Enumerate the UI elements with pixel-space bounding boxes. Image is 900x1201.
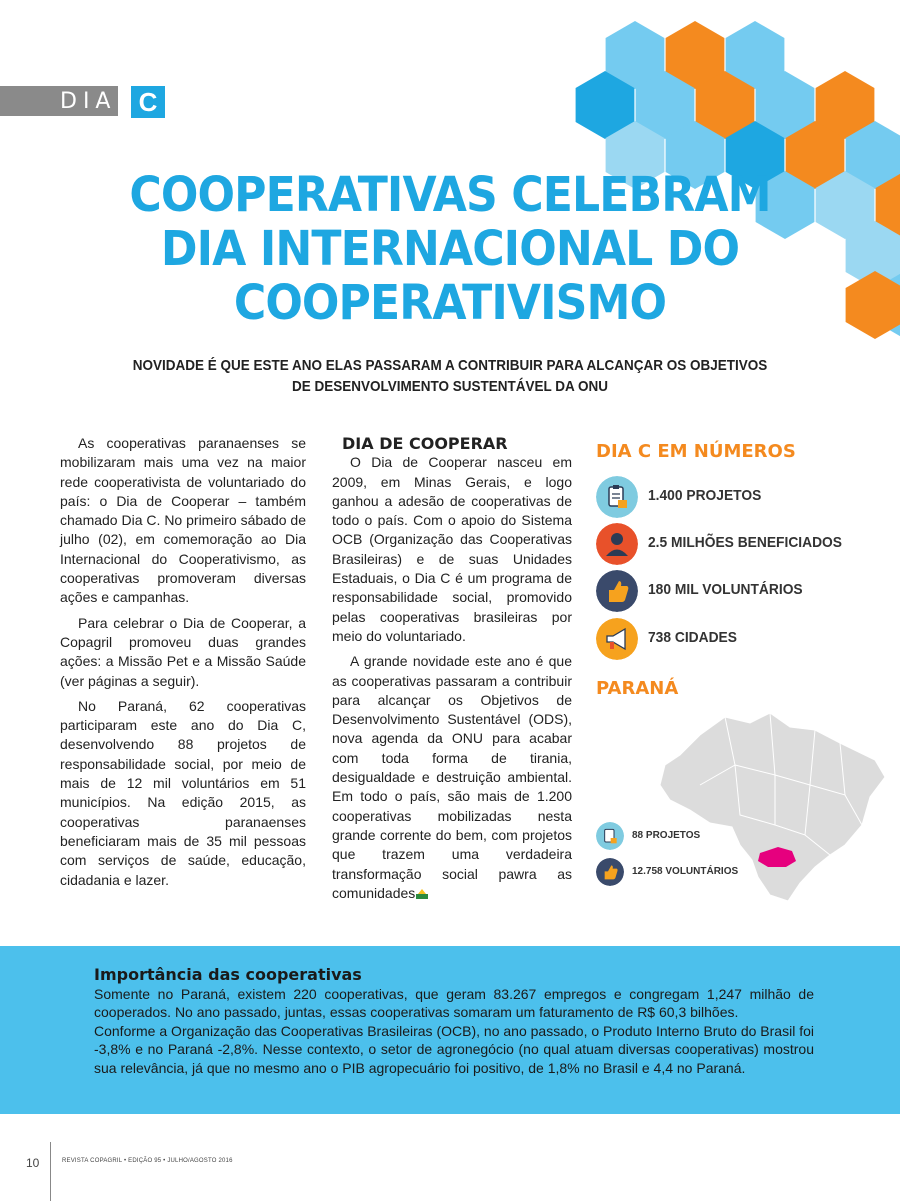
stat-projects [596, 476, 896, 520]
article-column-2 [332, 434, 572, 909]
info-box-content [94, 966, 814, 1078]
hexagon-shape [846, 271, 900, 339]
person-icon [596, 523, 638, 565]
page-number: 10 [26, 1156, 40, 1170]
paragraph: O Dia de Cooperar nasceu em 2009, em Minas Gerais, e logo ganhou a adesão de cooperativas de todo o país. Com o apoio do Sistema OCB (Organização das Cooperativas Brasileiras) e de suas Unidades Estaduais, o Dia C é um programa de responsabilidade social, promovido pelas cooperativas brasileiras por meio do voluntariado. [332, 454, 572, 644]
thumbs-up-icon [596, 570, 638, 612]
info-box-heading: Importância das cooperativas [94, 965, 362, 984]
subtitle-line-2: DE DESENVOLVIMENTO SUSTENTÁVEL DA ONU [291, 378, 609, 395]
parana-volunteers [596, 858, 756, 888]
stat-cities [596, 618, 896, 662]
stat-label: 1.400 PROJETOS [648, 487, 762, 504]
paragraph: Para celebrar o Dia de Cooperar, a Copagril promoveu duas grandes ações: a Missão Pet e a Missão Saúde (ver páginas a seguir). [60, 614, 306, 689]
paragraph [332, 652, 572, 903]
stat-label: 738 CIDADES [648, 629, 737, 646]
stat-label: 180 MIL VOLUNTÁRIOS [648, 581, 803, 598]
subtitle-line-1: NOVIDADE É QUE ESTE ANO ELAS PASSARAM A CONTRIBUIR PARA ALCANÇAR OS OBJETIVOS [132, 357, 768, 374]
numbers-title: DIA C EM NÚMEROS [596, 441, 796, 462]
section-badge: C [131, 86, 165, 118]
parana-projects [596, 822, 756, 852]
headline-line-1: COOPERATIVAS CELEBRAM [129, 167, 771, 223]
paragraph: Conforme a Organização das Cooperativas Brasileiras (OCB), no ano passado, o Produto Interno Bruto do Brasil foi -3,8% e no Paraná -2,8%. Nesse contexto, o setor de agronegócio (no qual atuam diversas cooperativas) mostrou sua relevância, já que no mesmo ano o PIB agropecuário foi positivo, de 1,8% no Brasil e 4,4 no Paraná. [94, 1022, 814, 1076]
end-mark-icon [416, 889, 428, 899]
clipboard-icon [596, 476, 638, 518]
megaphone-icon [596, 618, 638, 660]
stat-volunteers [596, 570, 896, 614]
paragraph: No Paraná, 62 cooperativas participaram este ano do Dia C, desenvolvendo 88 projetos de responsabilidade social, por meio de mais de 12 mil voluntários em 51 municípios. Na edição 2015, as cooperativas paranaenses beneficiaram mais de 35 mil pessoas com serviços de saúde, educação, cidadania e lazer. [60, 697, 306, 888]
stat-label: 2.5 MILHÕES BENEFICIADOS [648, 534, 843, 551]
footer-divider [50, 1142, 51, 1201]
headline [91, 168, 809, 330]
section-label: DIA [60, 89, 117, 114]
footer-text: REVISTA COPAGRIL • EDIÇÃO 95 • JULHO/AGOSTO 2016 [62, 1158, 233, 1164]
mini-label: 12.758 VOLUNTÁRIOS [632, 866, 739, 877]
stat-beneficiaries [596, 523, 896, 567]
paragraph-text: A grande novidade este ano é que as cooperativas passaram a contribuir para alcançar os Objetivos de Desenvolvimento Sustentável (ODS), nova agenda da ONU para acabar com toda forma de tirania, desigualdade e destruição ambiental. Em todo o país, são mais de 1.200 cooperativas mobilizadas nesta grande corrente do bem, com projetos que trazem uma verdadeira transformação social pawra as comunidades [332, 653, 572, 901]
paragraph: As cooperativas paranaenses se mobilizaram mais uma vez na maior rede cooperativista de voluntariado do país: o Dia de Cooperar – também chamado Dia C. No primeiro sábado de julho (02), em comemoração ao Dia Internacional do Cooperativismo, as cooperativas promoveram diversas ações e campanhas. [60, 435, 306, 606]
parana-title: PARANÁ [596, 678, 679, 699]
headline-line-3: COOPERATIVISMO [233, 275, 667, 331]
column-heading: DIA DE COOPERAR [342, 434, 508, 453]
paragraph: Somente no Paraná, existem 220 cooperativas, que geram 83.267 empregos e congregam 1,247 milhão de cooperados. No ano passado, juntas, essas cooperativas somaram um faturamento de R$ 60,3 bilhões. [94, 985, 814, 1021]
mini-label: 88 PROJETOS [632, 830, 701, 841]
headline-line-2: DIA INTERNACIONAL DO [160, 221, 740, 277]
clipboard-icon [596, 822, 624, 850]
thumbs-up-icon [596, 858, 624, 886]
subtitle [108, 355, 792, 397]
article-column-1 [60, 434, 306, 896]
